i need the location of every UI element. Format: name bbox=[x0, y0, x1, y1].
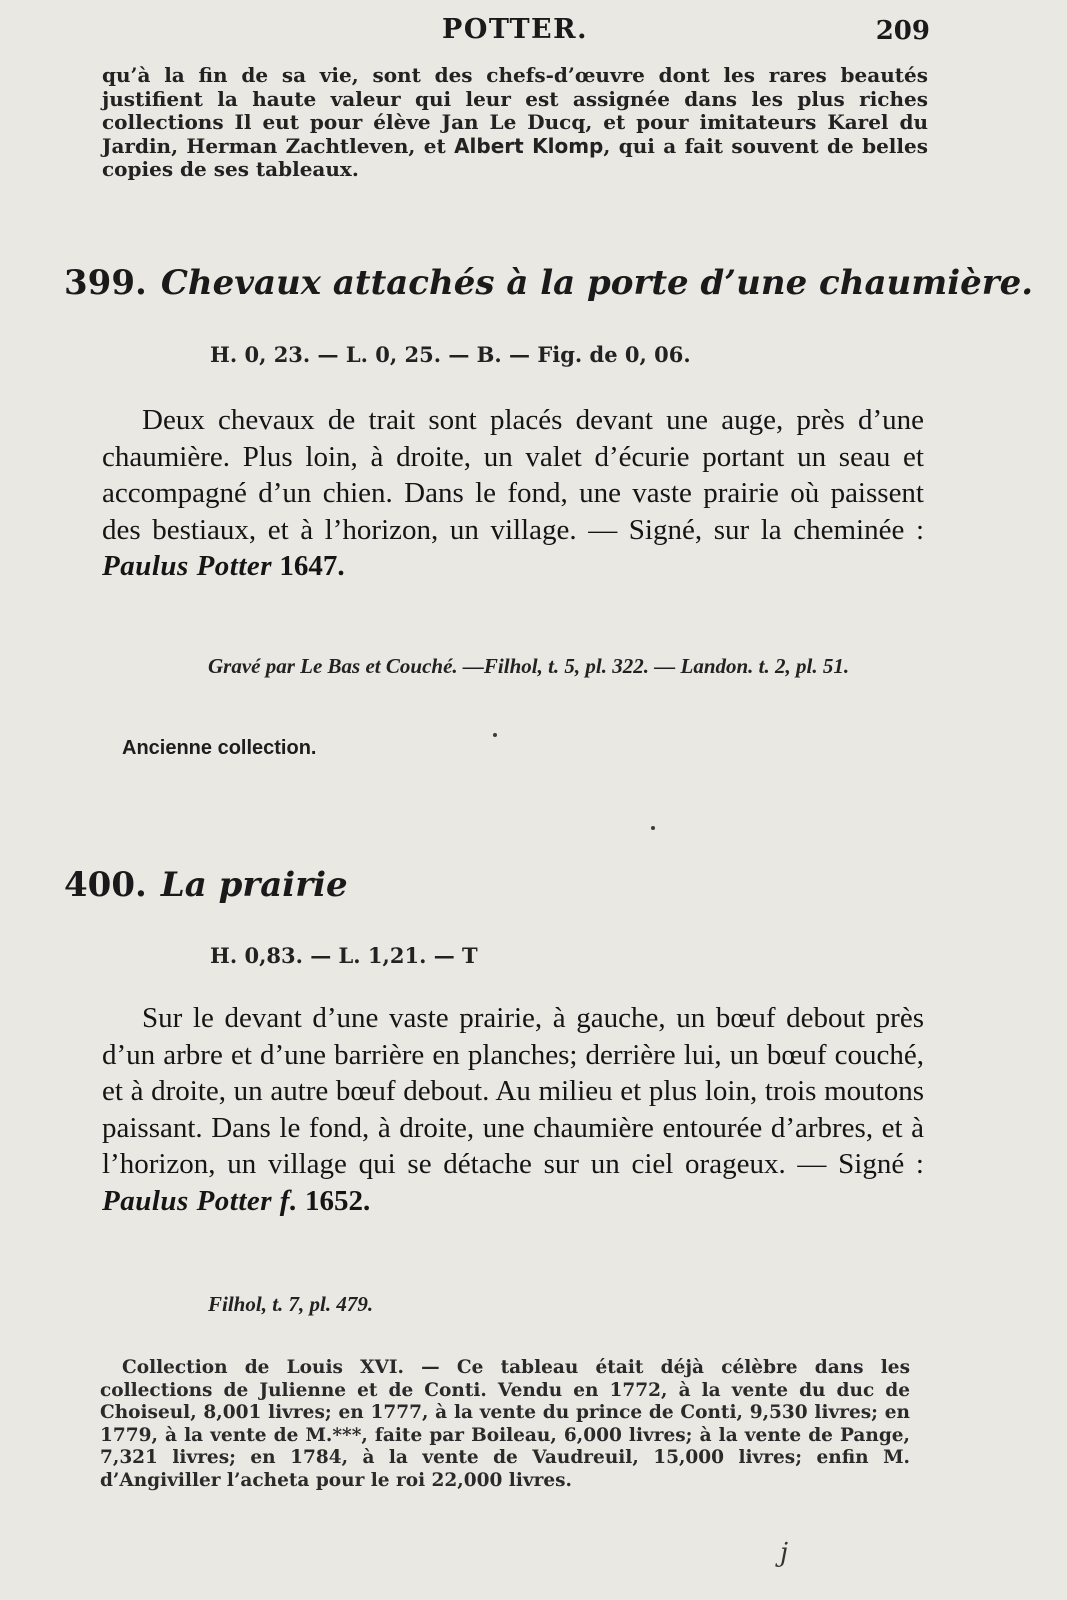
paper-speck bbox=[493, 733, 497, 737]
provenance-block bbox=[100, 1357, 910, 1492]
running-title: POTTER. bbox=[442, 14, 588, 45]
entry-description bbox=[102, 1000, 924, 1219]
entry-dimensions: H. 0,83. — L. 1,21. — T bbox=[210, 943, 478, 968]
description-text: Sur le devant d’une vaste prairie, à gauche, un bœuf debout près d’un arbre et d’une barrière en planches; derrière lui, un bœuf couché, et à droite, un autre bœuf debout. Au milieu et plus loin, trois moutons paissant. Dans le fond, à droite, une chaumière entourée d’arbres, et à l’horizon, un village qui se détache sur un ciel orageux. — Signé : bbox=[102, 1002, 924, 1180]
intro-text-after: , qui a fait souvent de belles copies de ses tableaux. bbox=[102, 133, 928, 181]
signature-date: 1647. bbox=[279, 550, 345, 582]
engraving-reference: Filhol, t. 7, pl. 479. bbox=[208, 1292, 374, 1316]
description-text: Deux chevaux de trait sont placés devant une auge, près d’une chaumière. Plus loin, à droite, un valet d’écurie portant un seau et accompagné d’un chien. Dans le fond, une vaste prairie où paissent des bestiaux, et à l’horizon, un village. — Signé, sur la cheminée : bbox=[102, 404, 924, 546]
engraving-reference: Gravé par Le Bas et Couché. —Filhol, t. 5, pl. 322. — Landon. t. 2, pl. 51. bbox=[208, 654, 850, 678]
signature: Paulus Potter bbox=[102, 550, 273, 582]
entry-number: 400. bbox=[64, 865, 147, 905]
intro-bold-name: Albert Klomp bbox=[454, 133, 604, 158]
page-number: 209 bbox=[875, 16, 930, 46]
running-head bbox=[100, 14, 930, 54]
provenance: Ancienne collection. bbox=[122, 737, 317, 759]
entry-title: La prairie bbox=[160, 865, 348, 905]
entry-title: Chevaux attachés à la porte d’une chaumière. bbox=[160, 263, 1034, 303]
footer-mark: j bbox=[780, 1538, 789, 1568]
entry-number: 399. bbox=[64, 263, 147, 303]
entry-description bbox=[102, 402, 924, 585]
entry-dimensions: H. 0, 23. — L. 0, 25. — B. — Fig. de 0, 06. bbox=[210, 342, 691, 367]
entry-heading-399 bbox=[64, 263, 1033, 303]
intro-text-before: qu’à la fin de sa vie, sont des chefs-d’œuvre dont les rares beautés justifient la haute valeur qui leur est assignée dans les plus riches collections Il eut pour élève Jan Le Ducq, et pour imitateurs Karel du Jardin, Herman Zachtleven, et bbox=[102, 63, 928, 158]
signature-date: 1652. bbox=[304, 1184, 371, 1217]
provenance: Collection de Louis XVI. — Ce tableau était déjà célèbre dans les collections de Julienne et de Conti. Vendu en 1772, à la vente du duc de Choiseul, 8,001 livres; en 1777, à la vente du prince de Conti, 9,530 livres; en 1779, à la vente de M.***, faite par Boileau, 6,000 livres; à la vente de Pange, 7,321 livres; en 1784, à la vente de Vaudreuil, 15,000 livres; enfin M. d’Angiviller l’acheta pour le roi 22,000 livres. bbox=[100, 1357, 910, 1491]
intro-paragraph bbox=[102, 64, 928, 182]
signature: Paulus Potter f. bbox=[102, 1184, 298, 1217]
paper-speck bbox=[651, 826, 655, 830]
entry-heading-400 bbox=[64, 865, 348, 905]
